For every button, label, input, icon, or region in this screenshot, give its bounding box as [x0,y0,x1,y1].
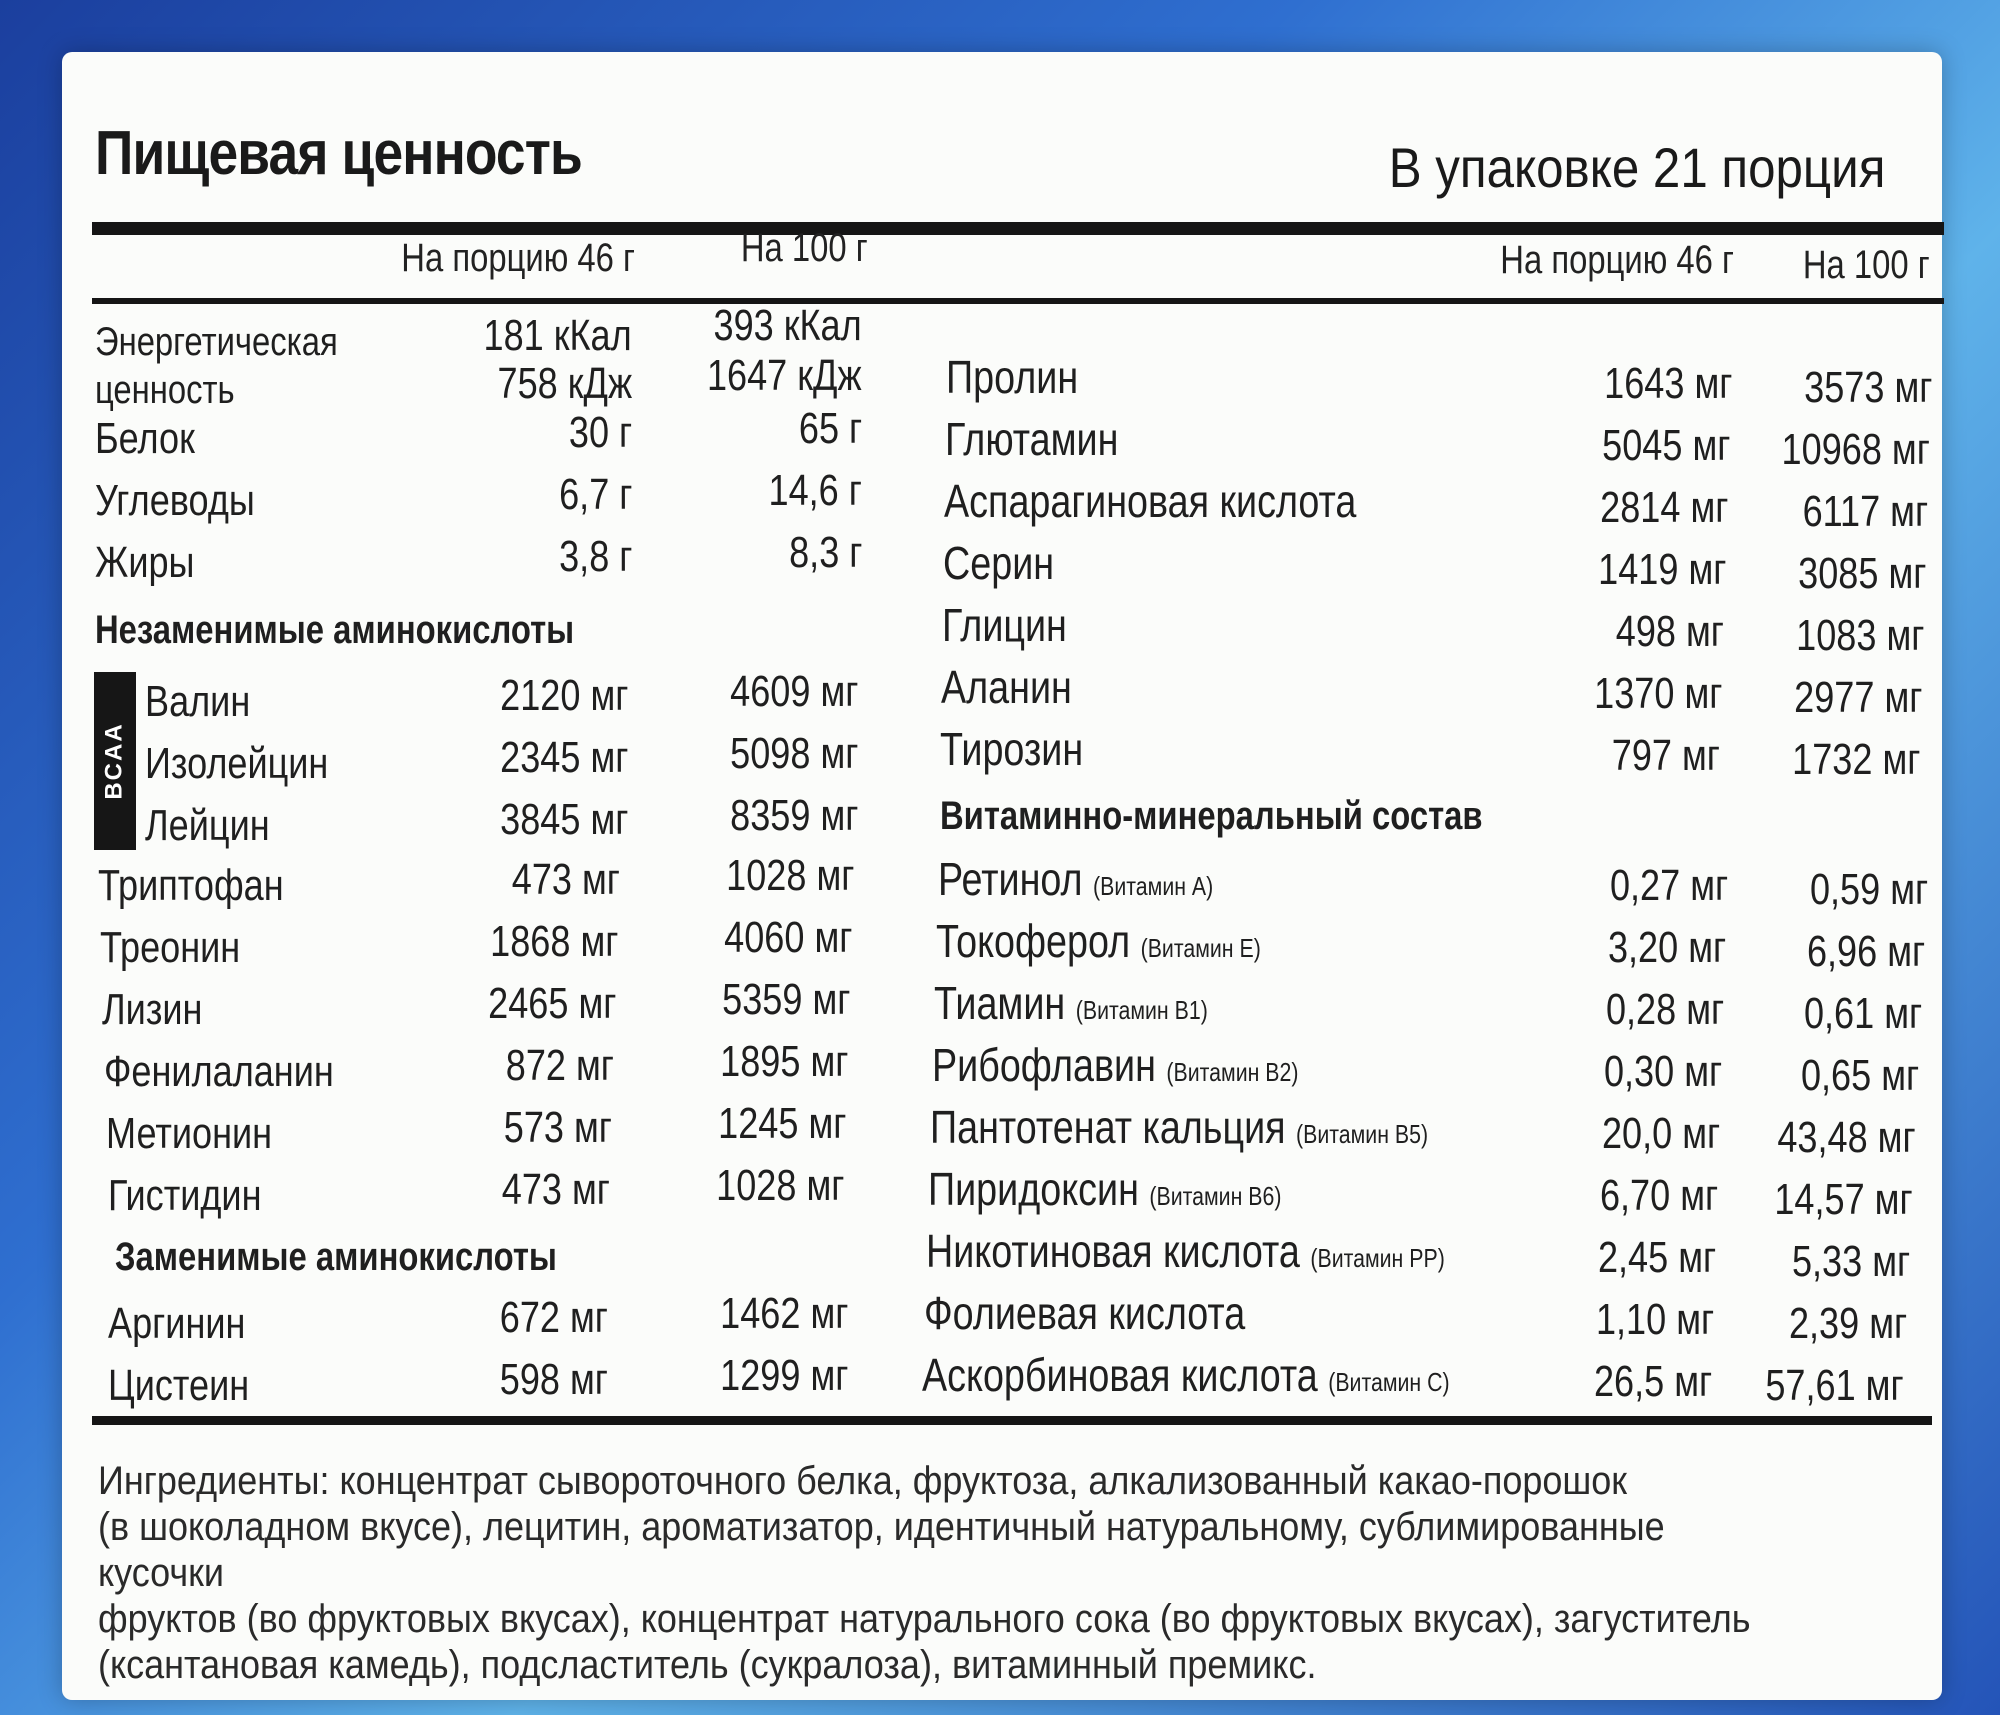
vitamin-name: Пантотенат кальция [930,1101,1286,1153]
right-header-portion: На порцию 46 г [1500,238,1734,282]
vitamin-row-portion: 20,0 мг [1601,1109,1720,1158]
essential-row-portion: 872 мг [505,1041,614,1090]
top-rule [92,222,1944,235]
right-amino-name: Тирозин [940,723,1084,775]
vitamin-row-name [930,1102,1428,1153]
essential-row-portion: 2465 мг [487,979,616,1028]
essential-row-name: Метионин [106,1109,273,1158]
vitamin-row-per100: 2,39 мг [1788,1299,1907,1348]
vitamin-note: (Витамин В6) [1149,1181,1282,1211]
ingredients-text [98,1458,1754,1688]
nonessential-heading: Заменимые аминокислоты [115,1235,557,1279]
vitamin-row-portion: 2,45 мг [1597,1233,1716,1282]
left-row-portion: 6,7 г [558,470,632,519]
vitamin-row-portion: 0,27 мг [1609,861,1728,910]
right-amino-per100: 6117 мг [1802,487,1928,536]
vitamin-row-per100: 0,61 мг [1803,989,1922,1038]
right-amino-name: Аланин [941,661,1072,713]
essential-row-name: Лизин [102,985,203,1034]
essential-row-name: Треонин [100,923,241,972]
right-amino-per100: 3085 мг [1797,549,1926,598]
energy-portion-kj: 758 кДж [497,359,632,408]
right-amino-per100: 2977 мг [1793,673,1922,722]
vitamin-row-name [924,1288,1245,1339]
vitamin-note: (Витамин РР) [1310,1243,1445,1273]
left-row-portion: 30 г [568,408,632,457]
bcaa-row-portion: 3845 мг [499,795,628,844]
vitamin-row-per100: 5,33 мг [1791,1237,1910,1286]
vitamin-row-name [932,1040,1298,1091]
vitamin-row-portion: 26,5 мг [1593,1357,1712,1406]
essential-row-name: Фенилаланин [104,1047,334,1096]
vitamin-name: Токоферол [936,915,1131,967]
vitamin-note: (Витамин А) [1093,871,1214,901]
ingredients-line: фруктов (во фруктовых вкусах), концентрат натурального сока (во фруктовых вкусах), загуститель [98,1597,1751,1641]
essential-row-portion: 573 мг [503,1103,612,1152]
left-row-name: Белок [95,414,195,463]
vitamin-name: Тиамин [934,977,1066,1029]
energy-label-line2: ценность [95,368,235,412]
energy-per100-kj: 1647 кДж [707,351,862,400]
left-row-per100: 65 г [798,404,862,453]
vitamin-name: Пиридоксин [928,1163,1139,1215]
left-row-portion: 3,8 г [558,532,632,581]
nonessential-row-name: Аргинин [108,1299,246,1348]
vitamin-name: Аскорбиновая кислота [922,1349,1318,1401]
essential-row-portion: 473 мг [511,855,620,904]
left-row-name: Углеводы [95,476,255,525]
essential-row-name: Гистидин [108,1171,262,1220]
vitamin-row-portion: 6,70 мг [1599,1171,1718,1220]
vitamin-row-name [936,916,1261,967]
vitamin-row-name [938,854,1213,905]
vitamin-note: (Витамин В5) [1296,1119,1429,1149]
vitamin-name: Рибофлавин [932,1039,1156,1091]
right-amino-per100: 3573 мг [1803,363,1932,412]
essential-row-per100: 1895 мг [719,1037,848,1086]
vitamin-row-portion: 0,30 мг [1603,1047,1722,1096]
vitamin-row-portion: 0,28 мг [1605,985,1724,1034]
right-amino-per100: 1732 мг [1791,735,1920,784]
bottom-rule [92,1416,1932,1425]
vitamin-row-name [934,978,1208,1029]
right-amino-portion: 5045 мг [1601,421,1730,470]
vitamin-note: (Витамин В1) [1075,995,1208,1025]
bcaa-row-portion: 2120 мг [499,671,628,720]
left-row-name: Жиры [95,538,195,587]
vitamin-row-name [928,1164,1281,1215]
right-amino-name: Аспарагиновая кислота [944,475,1357,527]
bcaa-label: BCAA [101,722,129,800]
nonessential-row-name: Цистеин [108,1361,250,1410]
left-header-per100: На 100 г [741,226,868,270]
vitamin-row-name [922,1350,1450,1401]
right-amino-name: Пролин [946,351,1079,403]
right-amino-portion: 2814 мг [1599,483,1728,532]
vitamin-note: (Витамин В2) [1166,1057,1299,1087]
essential-row-portion: 1868 мг [489,917,618,966]
nonessential-row-per100: 1462 мг [719,1289,848,1338]
essential-row-per100: 1028 мг [725,851,854,900]
right-amino-portion: 797 мг [1611,731,1720,780]
bcaa-row-per100: 5098 мг [729,729,858,778]
nonessential-row-portion: 672 мг [499,1293,608,1342]
vitamin-row-portion: 1,10 мг [1595,1295,1714,1344]
right-header-per100: На 100 г [1803,243,1930,287]
vitamin-row-per100: 43,48 мг [1777,1113,1916,1162]
right-amino-portion: 1370 мг [1593,669,1722,718]
right-amino-portion: 1419 мг [1597,545,1726,594]
nonessential-row-per100: 1299 мг [719,1351,848,1400]
vitamin-row-per100: 0,59 мг [1809,865,1928,914]
bcaa-row-portion: 2345 мг [499,733,628,782]
ingredients-line: (ксантановая камедь), подсластитель (сукралоза), витаминный премикс. [98,1643,1317,1687]
right-amino-name: Глютамин [945,413,1119,465]
bcaa-row-name: Изолейцин [145,739,329,788]
left-row-per100: 8,3 г [788,528,862,577]
vitamin-note: (Витамин С) [1328,1367,1450,1397]
vitamin-heading: Витаминно-минеральный состав [940,794,1483,838]
vitamin-row-per100: 6,96 мг [1806,927,1925,976]
servings-per-package: В упаковке 21 порция [1388,136,1885,199]
left-header-portion: На порцию 46 г [401,236,635,280]
bcaa-row-per100: 8359 мг [729,791,858,840]
vitamin-row-portion: 3,20 мг [1607,923,1726,972]
right-amino-portion: 498 мг [1615,607,1724,656]
essential-row-portion: 473 мг [501,1165,610,1214]
essential-row-per100: 1245 мг [717,1099,846,1148]
vitamin-name: Фолиевая кислота [924,1287,1246,1339]
right-amino-portion: 1643 мг [1603,359,1732,408]
ingredients-line: Ингредиенты: концентрат сывороточного белка, фруктоза, алкализованный какао-порошок [98,1459,1628,1503]
header-rule [92,298,1944,304]
right-amino-name: Серин [943,537,1055,589]
right-amino-name: Глицин [942,599,1067,651]
essential-row-name: Триптофан [98,861,284,910]
essential-row-per100: 4060 мг [723,913,852,962]
vitamin-row-per100: 14,57 мг [1774,1175,1913,1224]
essential-heading: Незаменимые аминокислоты [95,608,575,652]
energy-portion-kcal: 181 кКал [483,311,632,360]
vitamin-name: Ретинол [938,853,1083,905]
bcaa-row-name: Валин [145,677,251,726]
vitamin-row-name [926,1226,1445,1277]
essential-row-per100: 5359 мг [721,975,850,1024]
vitamin-row-per100: 57,61 мг [1765,1361,1904,1410]
right-amino-per100: 10968 мг [1781,425,1930,474]
bcaa-row-per100: 4609 мг [729,667,858,716]
left-row-per100: 14,6 г [768,466,862,515]
nonessential-row-portion: 598 мг [499,1355,608,1404]
energy-label-line1: Энергетическая [95,320,338,364]
essential-row-per100: 1028 мг [715,1161,844,1210]
label-title: Пищевая ценность [95,119,582,188]
vitamin-note: (Витамин Е) [1140,933,1261,963]
energy-per100-kcal: 393 кКал [713,301,862,350]
vitamin-row-per100: 0,65 мг [1800,1051,1919,1100]
vitamin-name: Никотиновая кислота [926,1225,1300,1277]
ingredients-line: (в шоколадном вкусе), лецитин, ароматизатор, идентичный натуральному, сублимированные кусочки [98,1505,1665,1595]
bcaa-row-name: Лейцин [145,801,270,850]
right-amino-per100: 1083 мг [1795,611,1924,660]
